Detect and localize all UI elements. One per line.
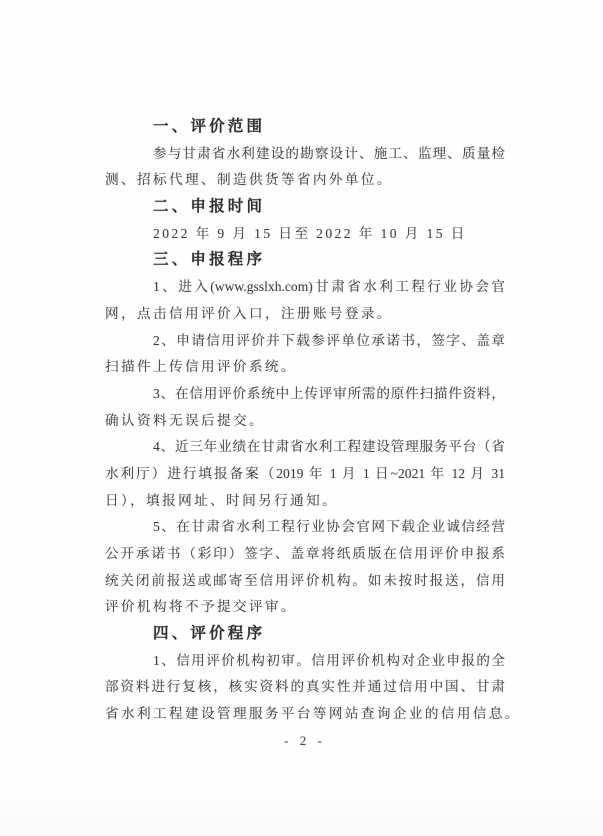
section-heading: 四、评价程序 xyxy=(153,625,266,643)
document-line: 4、近三年业绩在甘肃省水利工程建设管理服务平台（省 xyxy=(153,439,505,455)
document-line: 扫描件上传信用评价系统。 xyxy=(105,359,297,375)
document-line: 5、在甘肃省水利工程行业协会官网下载企业诚信经营 xyxy=(153,519,505,535)
document-line: 1、信用评价机构初审。信用评价机构对企业申报的全 xyxy=(153,652,505,668)
document-line: 网，点击信用评价入口，注册账号登录。 xyxy=(105,305,393,321)
document-line: 参与甘肃省水利建设的勘察设计、施工、监理、质量检 xyxy=(153,145,505,161)
document-text-column xyxy=(105,114,521,728)
document-line: 日），填报网址、时间另行通知。 xyxy=(105,492,339,508)
document-line: 测、招标代理、制造供货等省内外单位。 xyxy=(105,172,393,188)
document-line: 确认资料无误后提交。 xyxy=(105,412,265,428)
document-line: 3、在信用评价系统中上传评审所需的原件扫描件资料， xyxy=(153,385,505,401)
document-line: 部资料进行复核，核实资料的真实性并通过信用中国、甘肃 xyxy=(105,679,505,695)
document-line: 水利厅）进行填报备案（2019 年 1 月 1 日~2021 年 12 月 31 xyxy=(105,465,505,481)
document-line: 统关闭前报送或邮寄至信用评价机构。如未按时报送，信用 xyxy=(105,572,505,588)
section-heading: 一、评价范围 xyxy=(153,118,266,135)
document-line: 2022 年 9 月 15 日至 2022 年 10 月 15 日 xyxy=(153,225,467,241)
page-number: - 2 - xyxy=(284,733,326,748)
document-line: 评价机构将不予提交评审。 xyxy=(105,599,297,615)
document-line: 1、进入(www.gsslxh.com)甘肃省水利工程行业协会官 xyxy=(153,279,505,295)
document-line: 省水利工程建设管理服务平台等网站查询企业的信用信息。 xyxy=(105,706,521,722)
document-line: 公开承诺书（彩印）签字、盖章将纸质版在信用评价申报系 xyxy=(105,546,505,561)
section-heading: 三、申报程序 xyxy=(153,251,266,269)
section-heading: 二、申报时间 xyxy=(153,198,266,216)
document-line: 2、申请信用评价并下载参评单位承诺书，签字、盖章 xyxy=(153,332,505,348)
